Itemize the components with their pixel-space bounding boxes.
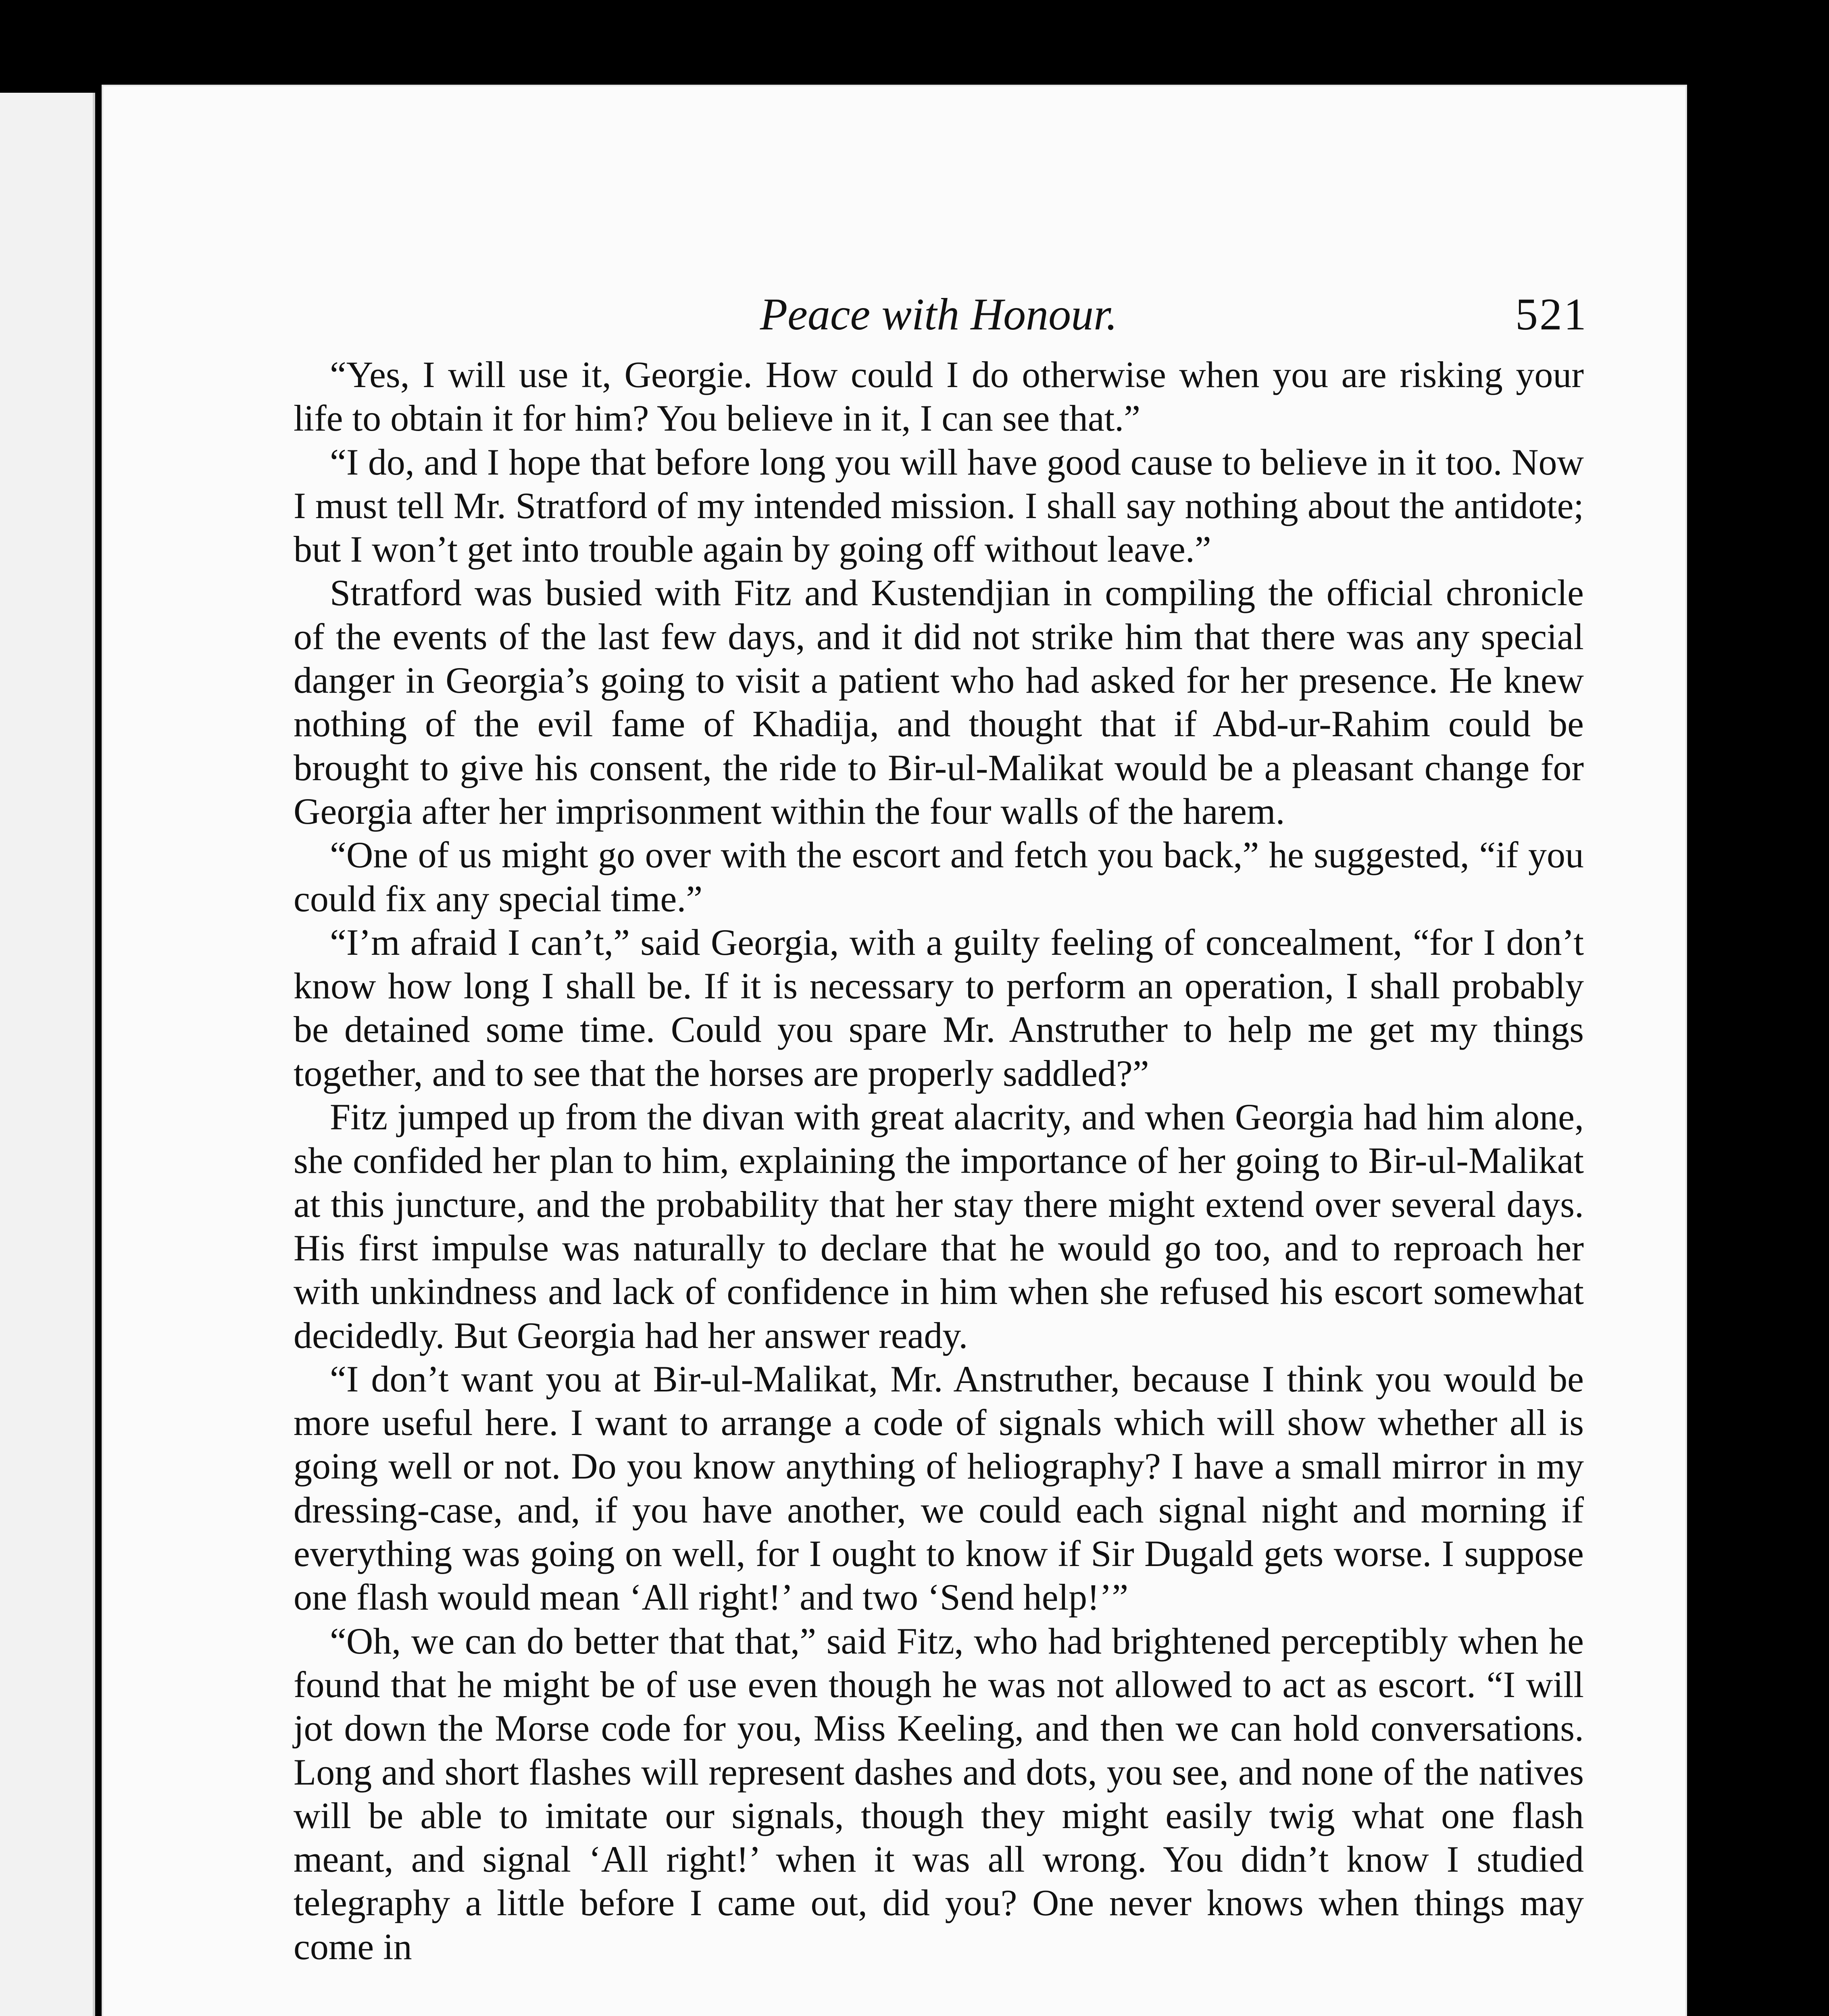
paragraph-7: “I don’t want you at Bir-ul-Malikat, Mr. Anstruther, because I think you would be more useful here. I want to arrange a code of signals which will show whether all is going well or not. Do you know anything of heliography? I have a small mirror in my dressing-case, and, if you have another, we could each signal night and morning if everything was going on well, for I ought to know if Sir Dugald gets worse. I suppose one flash would mean ‘All right!’ and two ‘Send help!’”	[294, 1358, 1584, 1618]
paragraph-6: Fitz jumped up from the divan with great alacrity, and when Georgia had him alone, she confided her plan to him, explaining the importance of her going to Bir-ul-Malikat at this juncture, and the probability that her stay there might extend over several days. His first impulse was naturally to declare that he would go too, and to reproach her with unkindness and lack of confidence in him when she refused his escort somewhat decidedly. But Georgia had her answer ready.	[294, 1096, 1584, 1356]
running-title: Peace with Honour.	[760, 289, 1118, 339]
paragraph-8: “Oh, we can do better that that,” said Fitz, who had brightened perceptibly when he found that he might be of use even though he was not allowed to act as escort. “I will jot down the Morse code for you, Miss Keeling, and then we can hold conversations. Long and short flashes will represent dashes and dots, you see, and none of the natives will be able to imitate our signals, though they might easily twig what one flash meant, and signal ‘All right!’ when it was all wrong. You didn’t know I studied telegraphy a little before I came out, did you? One never knows when things may come in	[294, 1620, 1584, 1967]
book-page	[102, 85, 1687, 2016]
paragraph-4: “One of us might go over with the escort and fetch you back,” he suggested, “if you could fix any special time.”	[294, 834, 1584, 919]
paragraph-3: Stratford was busied with Fitz and Kustendjian in compiling the official chronicle of the events of the last few days, and it did not strike him that there was any special danger in Georgia’s going to visit a patient who had asked for her presence. He knew nothing of the evil fame of Khadija, and thought that if Abd-ur-Rahim could be brought to give his consent, the ride to Bir-ul-Malikat would be a pleasant change for Georgia after her imprisonment within the four walls of the harem.	[294, 572, 1584, 832]
paragraph-2: “I do, and I hope that before long you will have good cause to believe in it too. Now I must tell Mr. Stratford of my intended mission. I shall say nothing about the antidote; but I won’t get into trouble again by going off without leave.”	[294, 441, 1584, 570]
previous-page-edge	[0, 93, 95, 2016]
body-text	[294, 353, 1584, 1968]
page-number: 521	[1515, 289, 1588, 339]
page-header	[294, 276, 1588, 353]
paragraph-5: “I’m afraid I can’t,” said Georgia, with a guilty feeling of concealment, “for I don’t know how long I shall be. If it is necessary to perform an operation, I shall probably be detained some time. Could you spare Mr. Anstruther to help me get my things together, and to see that the horses are properly saddled?”	[294, 921, 1584, 1094]
paragraph-1: “Yes, I will use it, Georgie. How could I do otherwise when you are risking your life to obtain it for him? You believe in it, I can see that.”	[294, 354, 1584, 439]
